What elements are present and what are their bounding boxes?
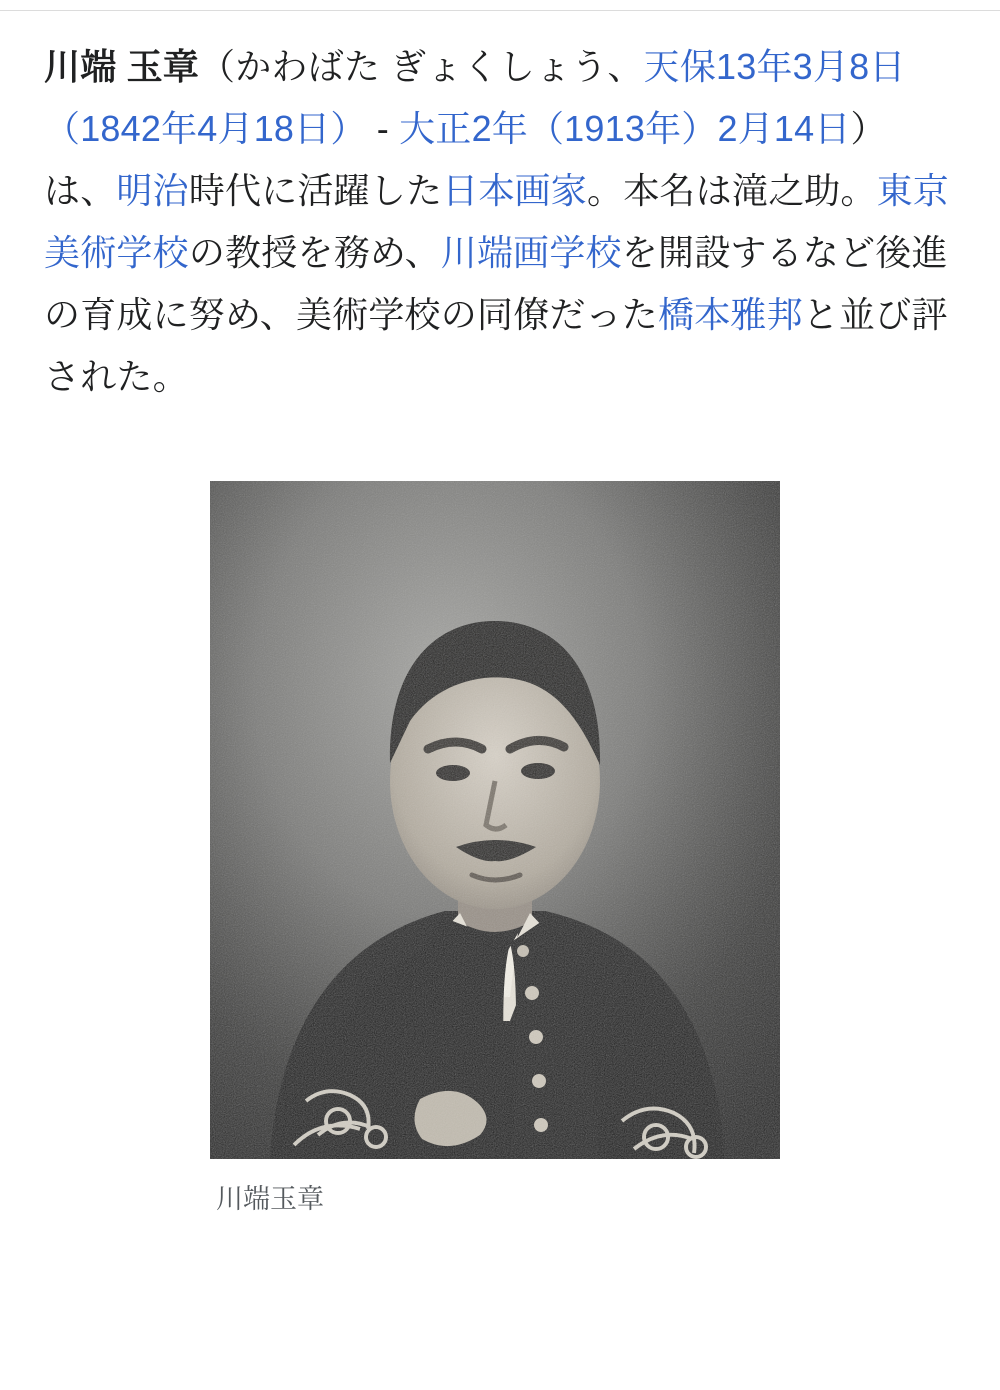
portrait-figure <box>44 407 956 1220</box>
lead-link[interactable]: 橋本雅邦 <box>657 293 803 335</box>
lead-link[interactable]: 川端画学校 <box>440 231 622 273</box>
lead-link[interactable]: 大正 <box>399 107 472 149</box>
lead-text: の教授を務め、 <box>188 231 441 273</box>
lead-link[interactable]: 東京美術学校 <box>44 169 950 273</box>
lead-text: 時代に活躍した <box>188 169 443 211</box>
article-title-bold: 川端 玉章 <box>44 46 200 87</box>
lead-link[interactable]: 日本画家 <box>442 169 588 211</box>
lead-link[interactable]: 明治 <box>116 169 189 211</box>
lead-text: と並び評された。 <box>44 293 948 397</box>
portrait-image-container[interactable] <box>210 481 780 1159</box>
top-divider <box>0 10 1000 11</box>
lead-paragraph <box>44 0 956 407</box>
lead-text: を開設するなど後進の育成に努め、美術学校の同僚だった <box>44 231 948 335</box>
lead-text: ）は、 <box>44 107 887 211</box>
lead-link[interactable]: 13年3月8日（1842年4月18日） <box>44 46 906 149</box>
portrait-photo-icon <box>210 481 780 1159</box>
figure-caption: 川端玉章 <box>216 1184 324 1215</box>
lead-text: （かわばた ぎょくしょう、 <box>199 46 644 87</box>
lead-text: 。本名は滝之助。 <box>587 169 877 211</box>
lead-text: - <box>366 107 400 149</box>
lead-link[interactable]: 2年（1913年）2月14日 <box>471 107 851 149</box>
lead-link[interactable]: 天保 <box>643 46 717 87</box>
